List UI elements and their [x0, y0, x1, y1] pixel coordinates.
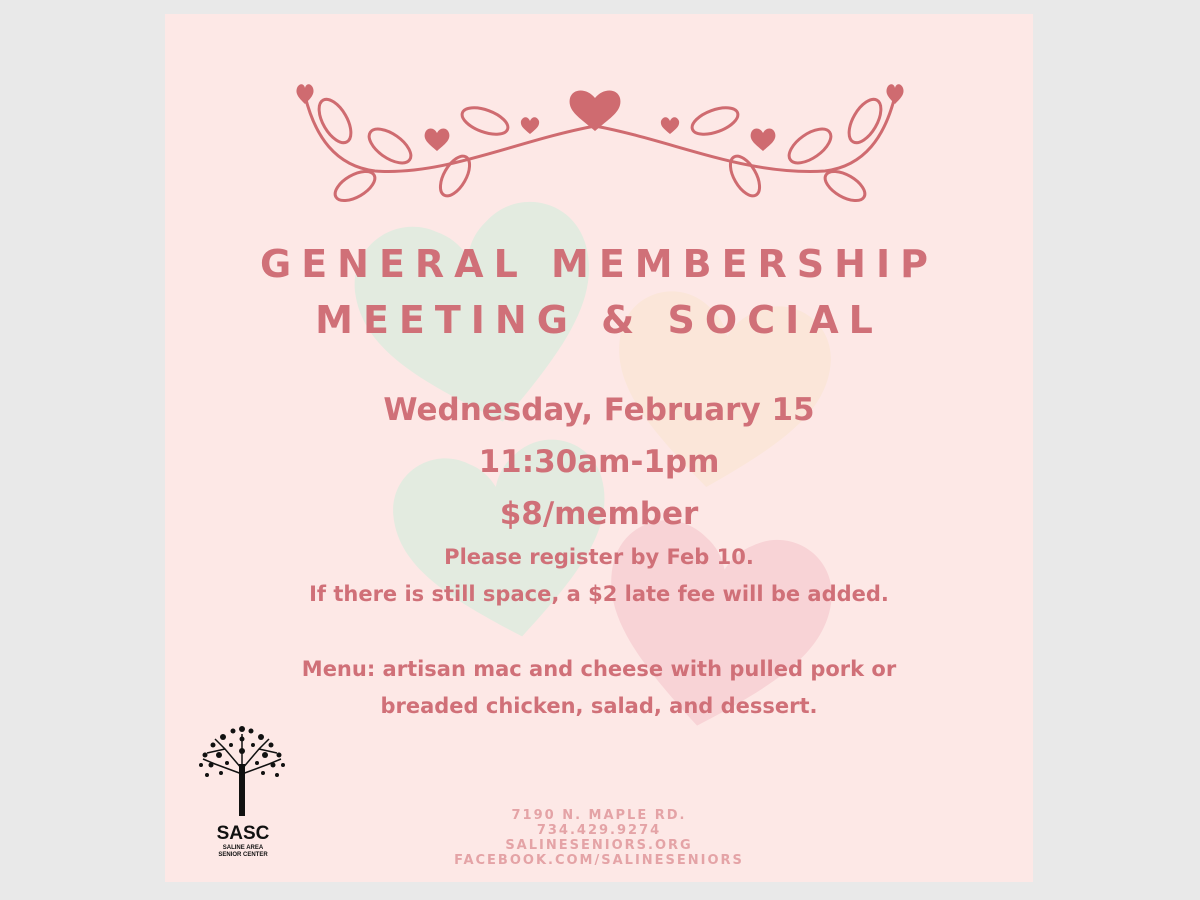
footer-facebook: FACEBOOK.COM/SALINESENIORS	[454, 853, 744, 868]
registration-deadline: Please register by Feb 10.	[444, 545, 754, 569]
heart-vine-icon	[295, 76, 905, 216]
menu-line2: breaded chicken, salad, and dessert.	[380, 694, 818, 718]
logo-name	[195, 845, 291, 859]
event-title-line1: GENERAL MEMBERSHIP	[260, 242, 938, 286]
event-price: $8/member	[499, 496, 699, 532]
sasc-logo	[195, 719, 291, 869]
tree-icon	[195, 719, 291, 819]
menu-line1: Menu: artisan mac and cheese with pulled pork or	[301, 657, 897, 681]
footer-address: 7190 N. MAPLE RD.	[511, 808, 687, 823]
poster	[165, 14, 1033, 882]
late-fee-note: If there is still space, a $2 late fee will be added.	[309, 582, 889, 606]
event-date: Wednesday, February 15	[383, 392, 815, 428]
footer-phone: 734.429.9274	[536, 823, 662, 838]
event-title-line2: MEETING & SOCIAL	[315, 298, 883, 342]
logo-name-line1: SALINE AREA	[222, 845, 264, 851]
event-time: 11:30am-1pm	[478, 444, 720, 480]
logo-abbreviation: SASC	[216, 823, 270, 844]
logo-name-line2: SENIOR CENTER	[218, 852, 268, 858]
footer-website: SALINESENIORS.ORG	[505, 838, 693, 853]
